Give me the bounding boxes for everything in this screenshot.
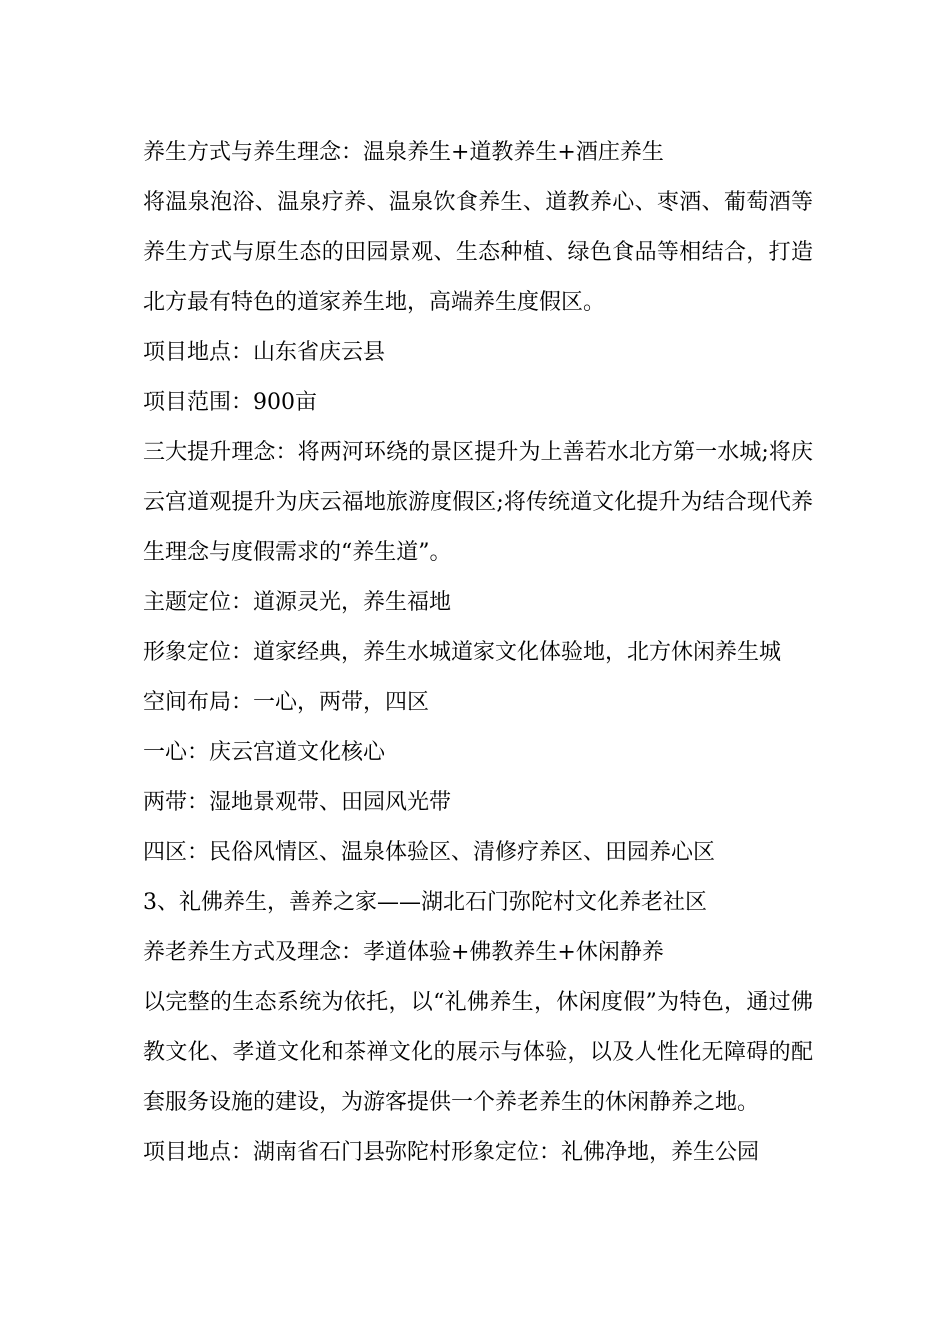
paragraph-project-location: 项目地点：山东省庆云县 — [143, 340, 386, 365]
paragraph-two-belts: 两带：湿地景观带、田园风光带 — [143, 790, 452, 815]
paragraph-hotspring-description: 将温泉泡浴、温泉疗养、温泉饮食养生、道教养心、枣酒、葡萄酒等养生方式与原生态的田园景观、生态种植、绿色食品等相结合，打造北方最有特色的道家养生地，高端养生度假区。 — [143, 190, 813, 315]
paragraph-project-location-2: 项目地点：湖南省石门县弥陀村形象定位：礼佛净地，养生公园 — [143, 1140, 760, 1165]
paragraph-theme-positioning: 主题定位：道源灵光，养生福地 — [143, 590, 452, 615]
paragraph-elderly-care-concept: 养老养生方式及理念：孝道体验+佛教养生+休闲静养 — [143, 940, 664, 965]
paragraph-ecosystem-description: 以完整的生态系统为依托，以“礼佛养生，休闲度假”为特色，通过佛教文化、孝道文化和茶禅文化的展示与体验，以及人性化无障碍的配套服务设施的建设，为游客提供一个养老养生的休闲静养之地。 — [143, 990, 813, 1115]
paragraph-four-zones: 四区：民俗风情区、温泉体验区、清修疗养区、田园养心区 — [143, 840, 716, 865]
paragraph-spatial-layout: 空间布局：一心，两带，四区 — [143, 690, 430, 715]
document-body — [143, 128, 813, 1178]
paragraph-image-positioning: 形象定位：道家经典，养生水城道家文化体验地，北方休闲养生城 — [143, 640, 782, 665]
paragraph-one-core: 一心：庆云宫道文化核心 — [143, 740, 386, 765]
paragraph-three-upgrade-concepts: 三大提升理念：将两河环绕的景区提升为上善若水北方第一水城;将庆云宫道观提升为庆云福地旅游度假区;将传统道文化提升为结合现代养生理念与度假需求的“养生道”。 — [143, 440, 813, 565]
section-heading-case-3: 3、礼佛养生，善养之家——湖北石门弥陀村文化养老社区 — [143, 890, 707, 915]
paragraph-project-scope: 项目范围：900亩 — [143, 390, 317, 415]
paragraph-health-concept: 养生方式与养生理念：温泉养生+道教养生+酒庄养生 — [143, 140, 664, 165]
